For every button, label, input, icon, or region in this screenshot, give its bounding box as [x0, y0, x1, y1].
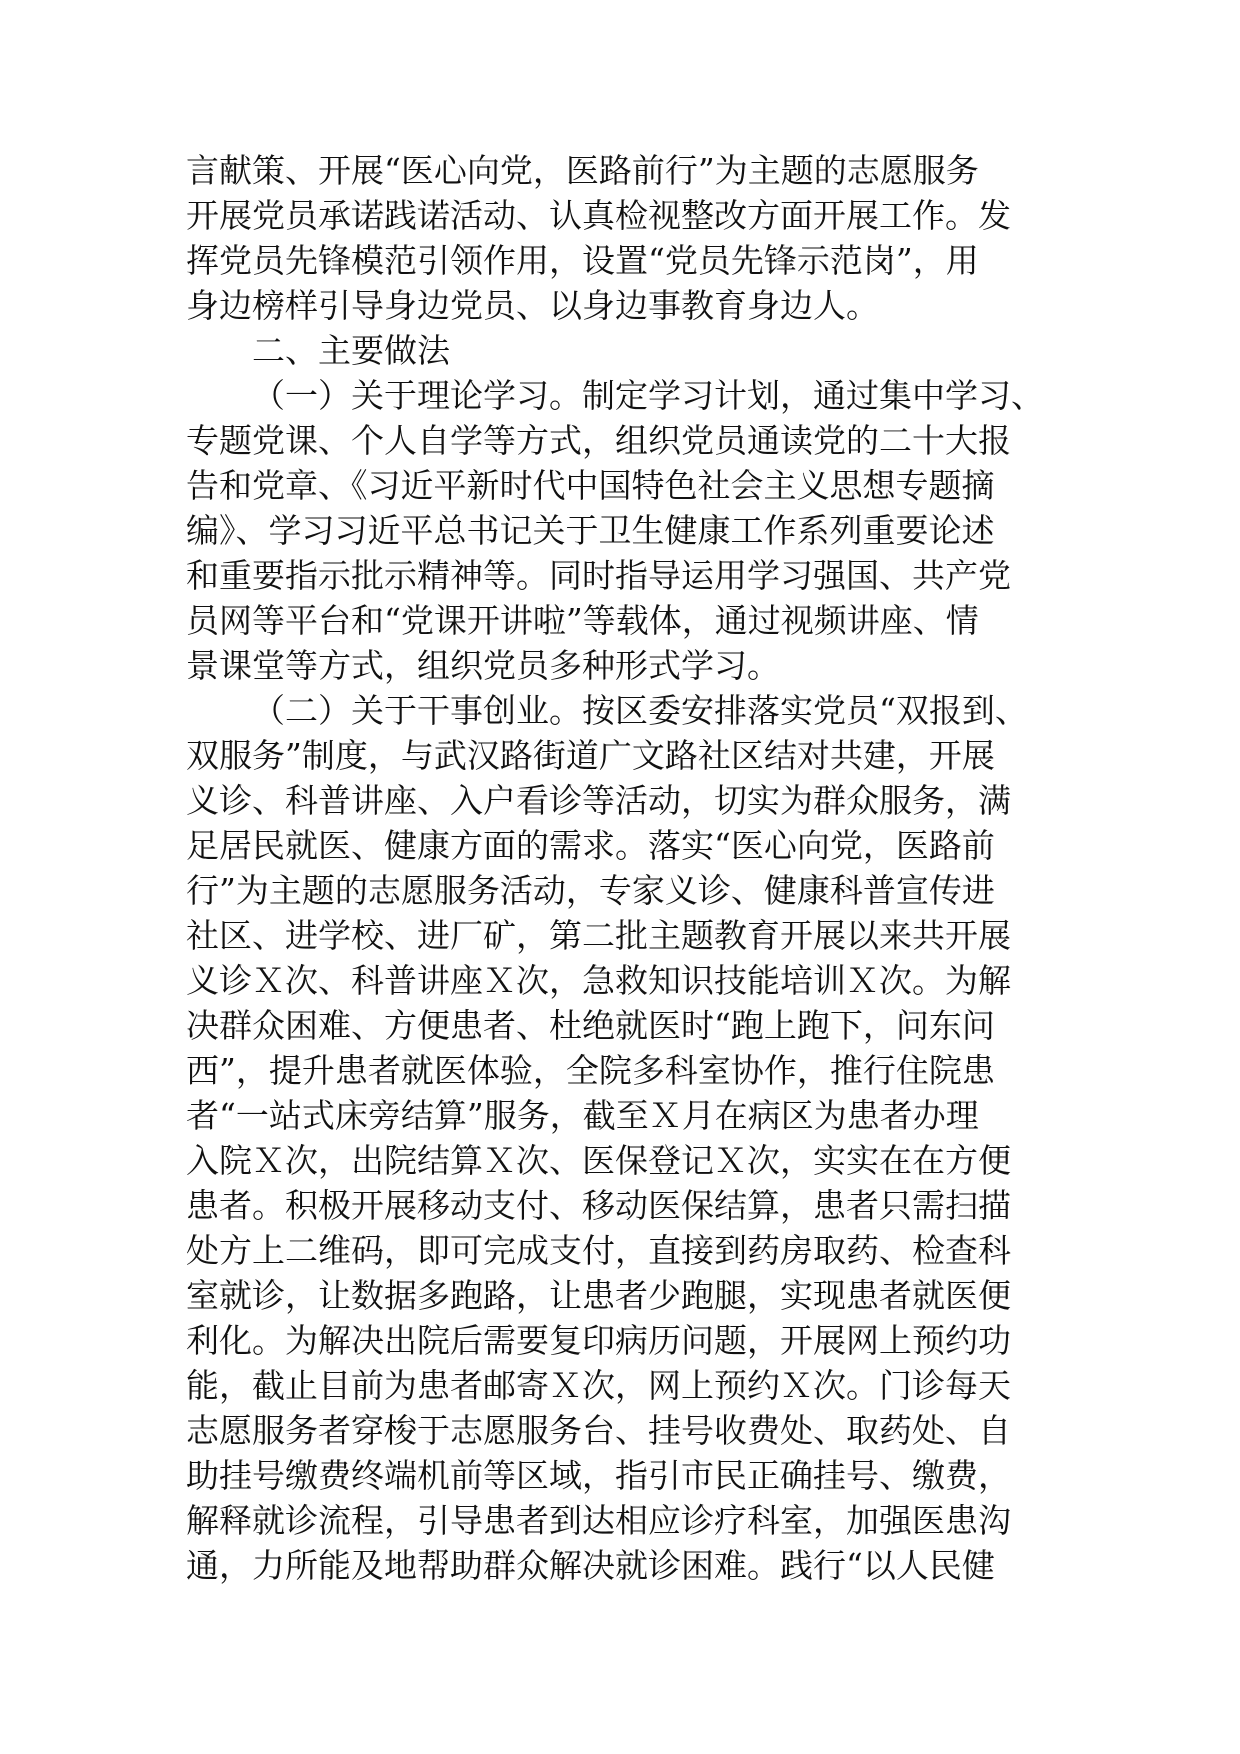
- text-line: （二）关于干事创业。按区委安排落实党员“双报到、: [252, 691, 1028, 730]
- text-line: 和重要指示批示精神等。同时指导运用学习强国、共产党: [186, 556, 1011, 595]
- text-line: 能，截止目前为患者邮寄Ｘ次，网上预约Ｘ次。门诊每天: [186, 1366, 1011, 1405]
- text-line: 助挂号缴费终端机前等区域，指引市民正确挂号、缴费，: [186, 1456, 1011, 1495]
- text-line: 通，力所能及地帮助群众解决就诊困难。践行“以人民健: [186, 1546, 995, 1585]
- text-line: 二、主要做法: [252, 331, 450, 370]
- text-line: 利化。为解决出院后需要复印病历问题，开展网上预约功: [186, 1321, 1011, 1360]
- text-line: 社区、进学校、进厂矿，第二批主题教育开展以来共开展: [186, 916, 1011, 955]
- text-line: 志愿服务者穿梭于志愿服务台、挂号收费处、取药处、自: [186, 1411, 1011, 1450]
- text-line: 专题党课、个人自学等方式，组织党员通读党的二十大报: [186, 421, 1011, 460]
- text-line: 入院Ｘ次，出院结算Ｘ次、医保登记Ｘ次，实实在在方便: [186, 1141, 1011, 1180]
- text-line: 室就诊，让数据多跑路，让患者少跑腿，实现患者就医便: [186, 1276, 1011, 1315]
- text-line: 挥党员先锋模范引领作用，设置“党员先锋示范岗”，用: [186, 241, 979, 280]
- text-line: 足居民就医、健康方面的需求。落实“医心向党，医路前: [186, 826, 995, 865]
- text-line: 开展党员承诺践诺活动、认真检视整改方面开展工作。发: [186, 196, 1011, 235]
- text-line: 患者。积极开展移动支付、移动医保结算，患者只需扫描: [186, 1186, 1011, 1225]
- text-line: 决群众困难、方便患者、杜绝就医时“跑上跑下，问东问: [186, 1006, 995, 1045]
- document-page: [186, 148, 1066, 1588]
- text-line: 者“一站式床旁结算”服务，截至Ｘ月在病区为患者办理: [186, 1096, 979, 1135]
- text-line: 义诊Ｘ次、科普讲座Ｘ次，急救知识技能培训Ｘ次。为解: [186, 961, 1011, 1000]
- text-line: 处方上二维码，即可完成支付，直接到药房取药、检查科: [186, 1231, 1011, 1270]
- text-line: 告和党章、《习近平新时代中国特色社会主义思想专题摘: [186, 466, 995, 505]
- text-line: 义诊、科普讲座、入户看诊等活动，切实为群众服务，满: [186, 781, 1011, 820]
- text-line: 员网等平台和“党课开讲啦”等载体，通过视频讲座、情: [186, 601, 979, 640]
- text-line: 身边榜样引导身边党员、以身边事教育身边人。: [186, 286, 879, 325]
- text-line: 行”为主题的志愿服务活动，专家义诊、健康科普宣传进: [186, 871, 995, 910]
- text-line: 双服务”制度，与武汉路街道广文路社区结对共建，开展: [186, 736, 995, 775]
- text-line: 西”，提升患者就医体验，全院多科室协作，推行住院患: [186, 1051, 995, 1090]
- text-line: 景课堂等方式，组织党员多种形式学习。: [186, 646, 780, 685]
- text-line: （一）关于理论学习。制定学习计划，通过集中学习、: [252, 376, 1044, 415]
- text-line: 编》、学习习近平总书记关于卫生健康工作系列重要论述: [186, 511, 995, 550]
- text-line: 解释就诊流程，引导患者到达相应诊疗科室，加强医患沟: [186, 1501, 1011, 1540]
- text-line: 言献策、开展“医心向党，医路前行”为主题的志愿服务: [186, 151, 979, 190]
